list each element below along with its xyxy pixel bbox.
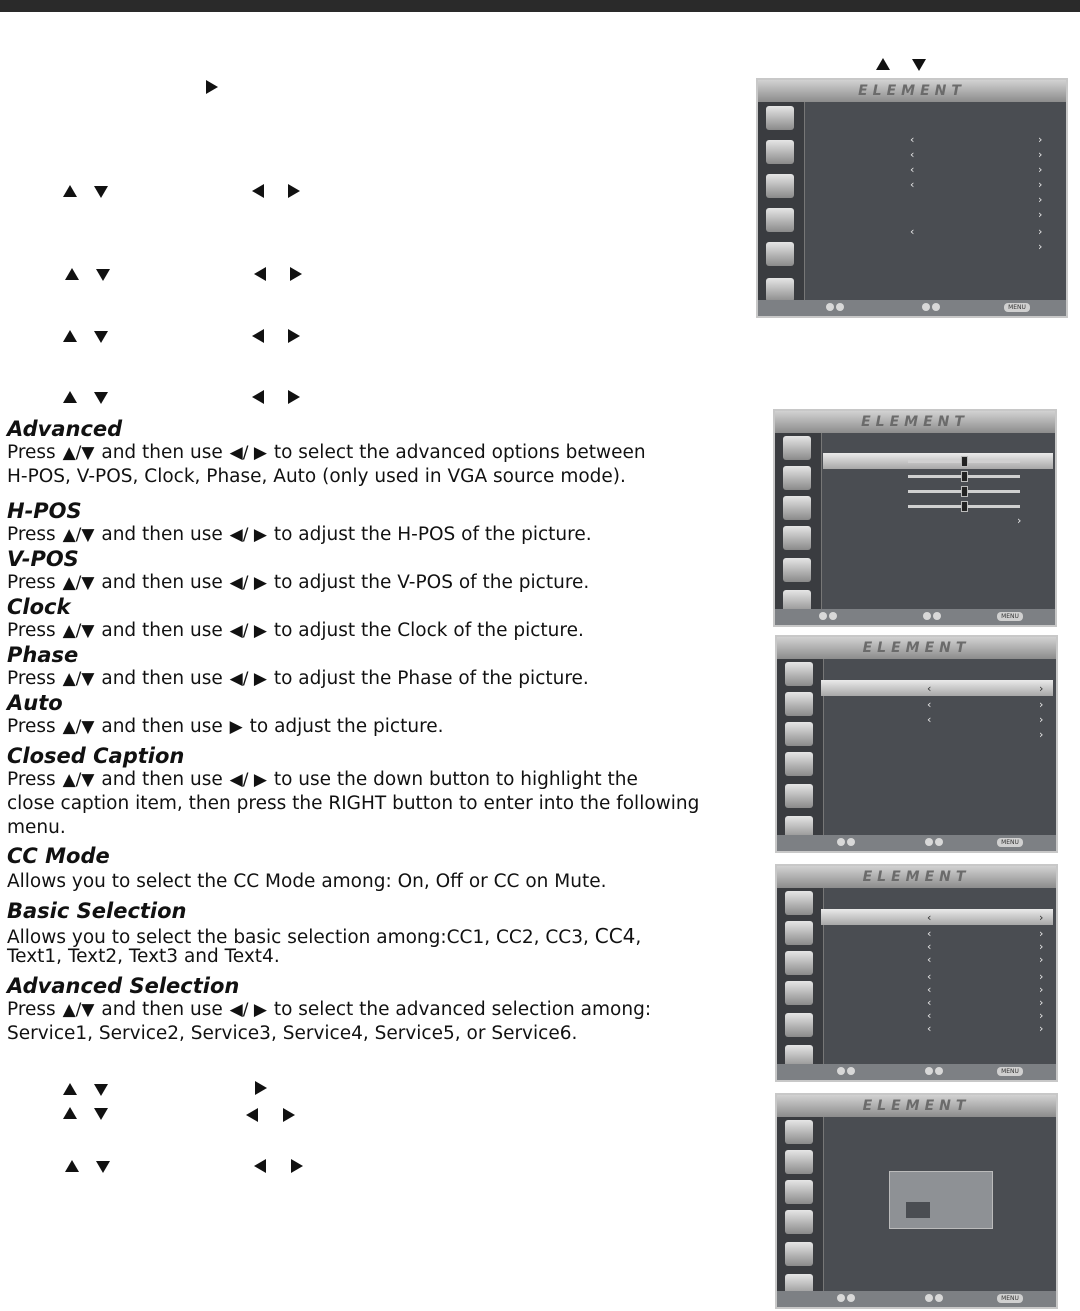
picture-icon [785,662,813,686]
highlight-row [821,680,1053,696]
element-logo: ELEMENT [862,869,971,885]
cc-line-3: menu. [7,817,66,838]
hpos-line: Press ▲/▼ and then use ◀/ ▶ to adjust the H-POS of the picture. [7,524,592,545]
down-arrow-icon [94,186,108,198]
down-arrow-icon [94,392,108,404]
left-arrow-icon [252,329,264,343]
lock-icon [785,1242,813,1266]
heading-hpos: H-POS [7,499,82,523]
heading-phase: Phase [7,643,79,667]
up-arrow-icon [63,391,77,403]
setup-icon [785,1210,813,1234]
phase-line: Press ▲/▼ and then use ◀/ ▶ to adjust the Phase of the picture. [7,668,589,689]
screen-footer [777,835,1056,851]
right-arrow-icon [288,184,300,198]
picture-icon [783,436,811,460]
down-arrow-icon [912,59,926,71]
audio-icon [785,692,813,716]
adv-sel-line-1: Press ▲/▼ and then use ◀/ ▶ to select the advanced selection among: [7,999,652,1020]
heading-advanced-selection: Advanced Selection [7,974,240,998]
clock-line: Press ▲/▼ and then use ◀/ ▶ to adjust the Clock of the picture. [7,620,584,641]
setup-icon [785,752,813,776]
right-arrow-icon [255,1081,267,1095]
down-arrow-icon [94,1084,108,1096]
up-arrow-icon [65,1160,79,1172]
screen-footer [777,1291,1056,1307]
tv-menu-screen-3: ELEMENT ‹ › ‹ › ‹ › › MENU [775,635,1058,853]
element-logo: ELEMENT [862,1098,971,1114]
up-arrow-icon [63,330,77,342]
left-arrow-icon [254,267,266,281]
setup-icon [783,526,811,550]
tv-menu-screen-2: ELEMENT › MENU [773,409,1057,627]
element-logo: ELEMENT [862,640,971,656]
setup-icon [766,208,794,232]
vpos-line: Press ▲/▼ and then use ◀/ ▶ to adjust the V-POS of the picture. [7,572,590,593]
screen-sidebar [777,1117,824,1291]
down-arrow-icon [96,269,110,281]
basic-line-1: Allows you to select the basic selection among:CC1, CC2, CC3, CC4, [7,924,642,948]
screen-header [758,80,1066,102]
audio-icon [785,921,813,945]
tv-menu-screen-1: ELEMENT ‹ › ‹ › ‹ › ‹ › › › ‹ › › MENU [756,78,1068,318]
left-arrow-icon [252,390,264,404]
menu-button-icon: MENU [997,612,1023,621]
right-arrow-icon [288,390,300,404]
basic-line-2: Text1, Text2, Text3 and Text4. [7,946,280,967]
time-icon [785,951,813,975]
auto-line: Press ▲/▼ and then use ▶ to adjust the picture. [7,716,444,737]
lock-icon [783,558,811,582]
time-icon [783,496,811,520]
down-arrow-icon [96,1161,110,1173]
right-arrow-icon [206,80,218,94]
up-arrow-icon [63,185,77,197]
dialog-button[interactable] [906,1202,930,1218]
element-logo: ELEMENT [861,414,969,430]
advanced-line-1: Press ▲/▼ and then use ◀/ ▶ to select the advanced options between [7,442,646,463]
screen-sidebar [777,659,824,835]
screen-footer [775,609,1055,625]
adv-sel-line-2: Service1, Service2, Service3, Service4, Service5, or Service6. [7,1023,578,1044]
lock-icon [785,784,813,808]
cc-line-1: Press ▲/▼ and then use ◀/ ▶ to use the down button to highlight the [7,769,638,790]
right-arrow-icon [283,1108,295,1122]
up-arrow-icon [65,268,79,280]
menu-button-icon: MENU [1004,303,1030,312]
down-arrow-icon [94,331,108,343]
audio-icon [766,140,794,164]
left-arrow-icon [254,1159,266,1173]
channel-icon [766,278,794,302]
right-arrow-icon [288,329,300,343]
screen-header [777,1095,1056,1117]
lock-icon [766,242,794,266]
down-arrow-icon [94,1108,108,1120]
up-arrow-icon [876,58,890,70]
menu-button-icon: MENU [997,1067,1023,1076]
picture-icon [785,1120,813,1144]
screen-header [777,866,1056,888]
screen-footer [777,1064,1056,1080]
left-arrow-icon [252,184,264,198]
menu-button-icon: MENU [997,838,1023,847]
screen-sidebar [758,102,805,300]
audio-icon [783,466,811,490]
screen-footer [758,300,1066,316]
screen-header [775,411,1055,433]
up-arrow-icon [63,1107,77,1119]
time-icon [785,722,813,746]
heading-vpos: V-POS [7,547,79,571]
tv-menu-screen-4: ELEMENT ‹ › ‹ › ‹ › ‹ › ‹ › ‹ › ‹ › ‹ › ‹ › MENU [775,864,1058,1082]
top-bar [0,0,1080,12]
right-arrow-icon [290,267,302,281]
heading-clock: Clock [7,595,71,619]
left-arrow-icon [246,1108,258,1122]
picture-icon [766,106,794,130]
tv-menu-screen-5 [775,1093,1058,1309]
lock-icon [785,1013,813,1037]
heading-advanced: Advanced [7,417,123,441]
setup-icon [785,981,813,1005]
time-icon [766,174,794,198]
cc-mode-line: Allows you to select the CC Mode among: On, Off or CC on Mute. [7,871,607,892]
heading-auto: Auto [7,691,63,715]
heading-basic-selection: Basic Selection [7,899,187,923]
heading-cc-mode: CC Mode [7,844,110,868]
picture-icon [785,891,813,915]
highlight-row [821,909,1053,925]
dialog-box [889,1171,993,1229]
cc-line-2: close caption item, then press the RIGHT button to enter into the following [7,793,700,814]
screen-header [777,637,1056,659]
audio-icon [785,1150,813,1174]
advanced-line-2: H-POS, V-POS, Clock, Phase, Auto (only used in VGA source mode). [7,466,626,487]
element-logo: ELEMENT [858,83,966,99]
time-icon [785,1180,813,1204]
screen-sidebar [777,888,824,1064]
menu-button-icon: MENU [997,1294,1023,1303]
right-arrow-icon [291,1159,303,1173]
up-arrow-icon [63,1083,77,1095]
screen-sidebar [775,433,822,609]
heading-closed-caption: Closed Caption [7,744,185,768]
